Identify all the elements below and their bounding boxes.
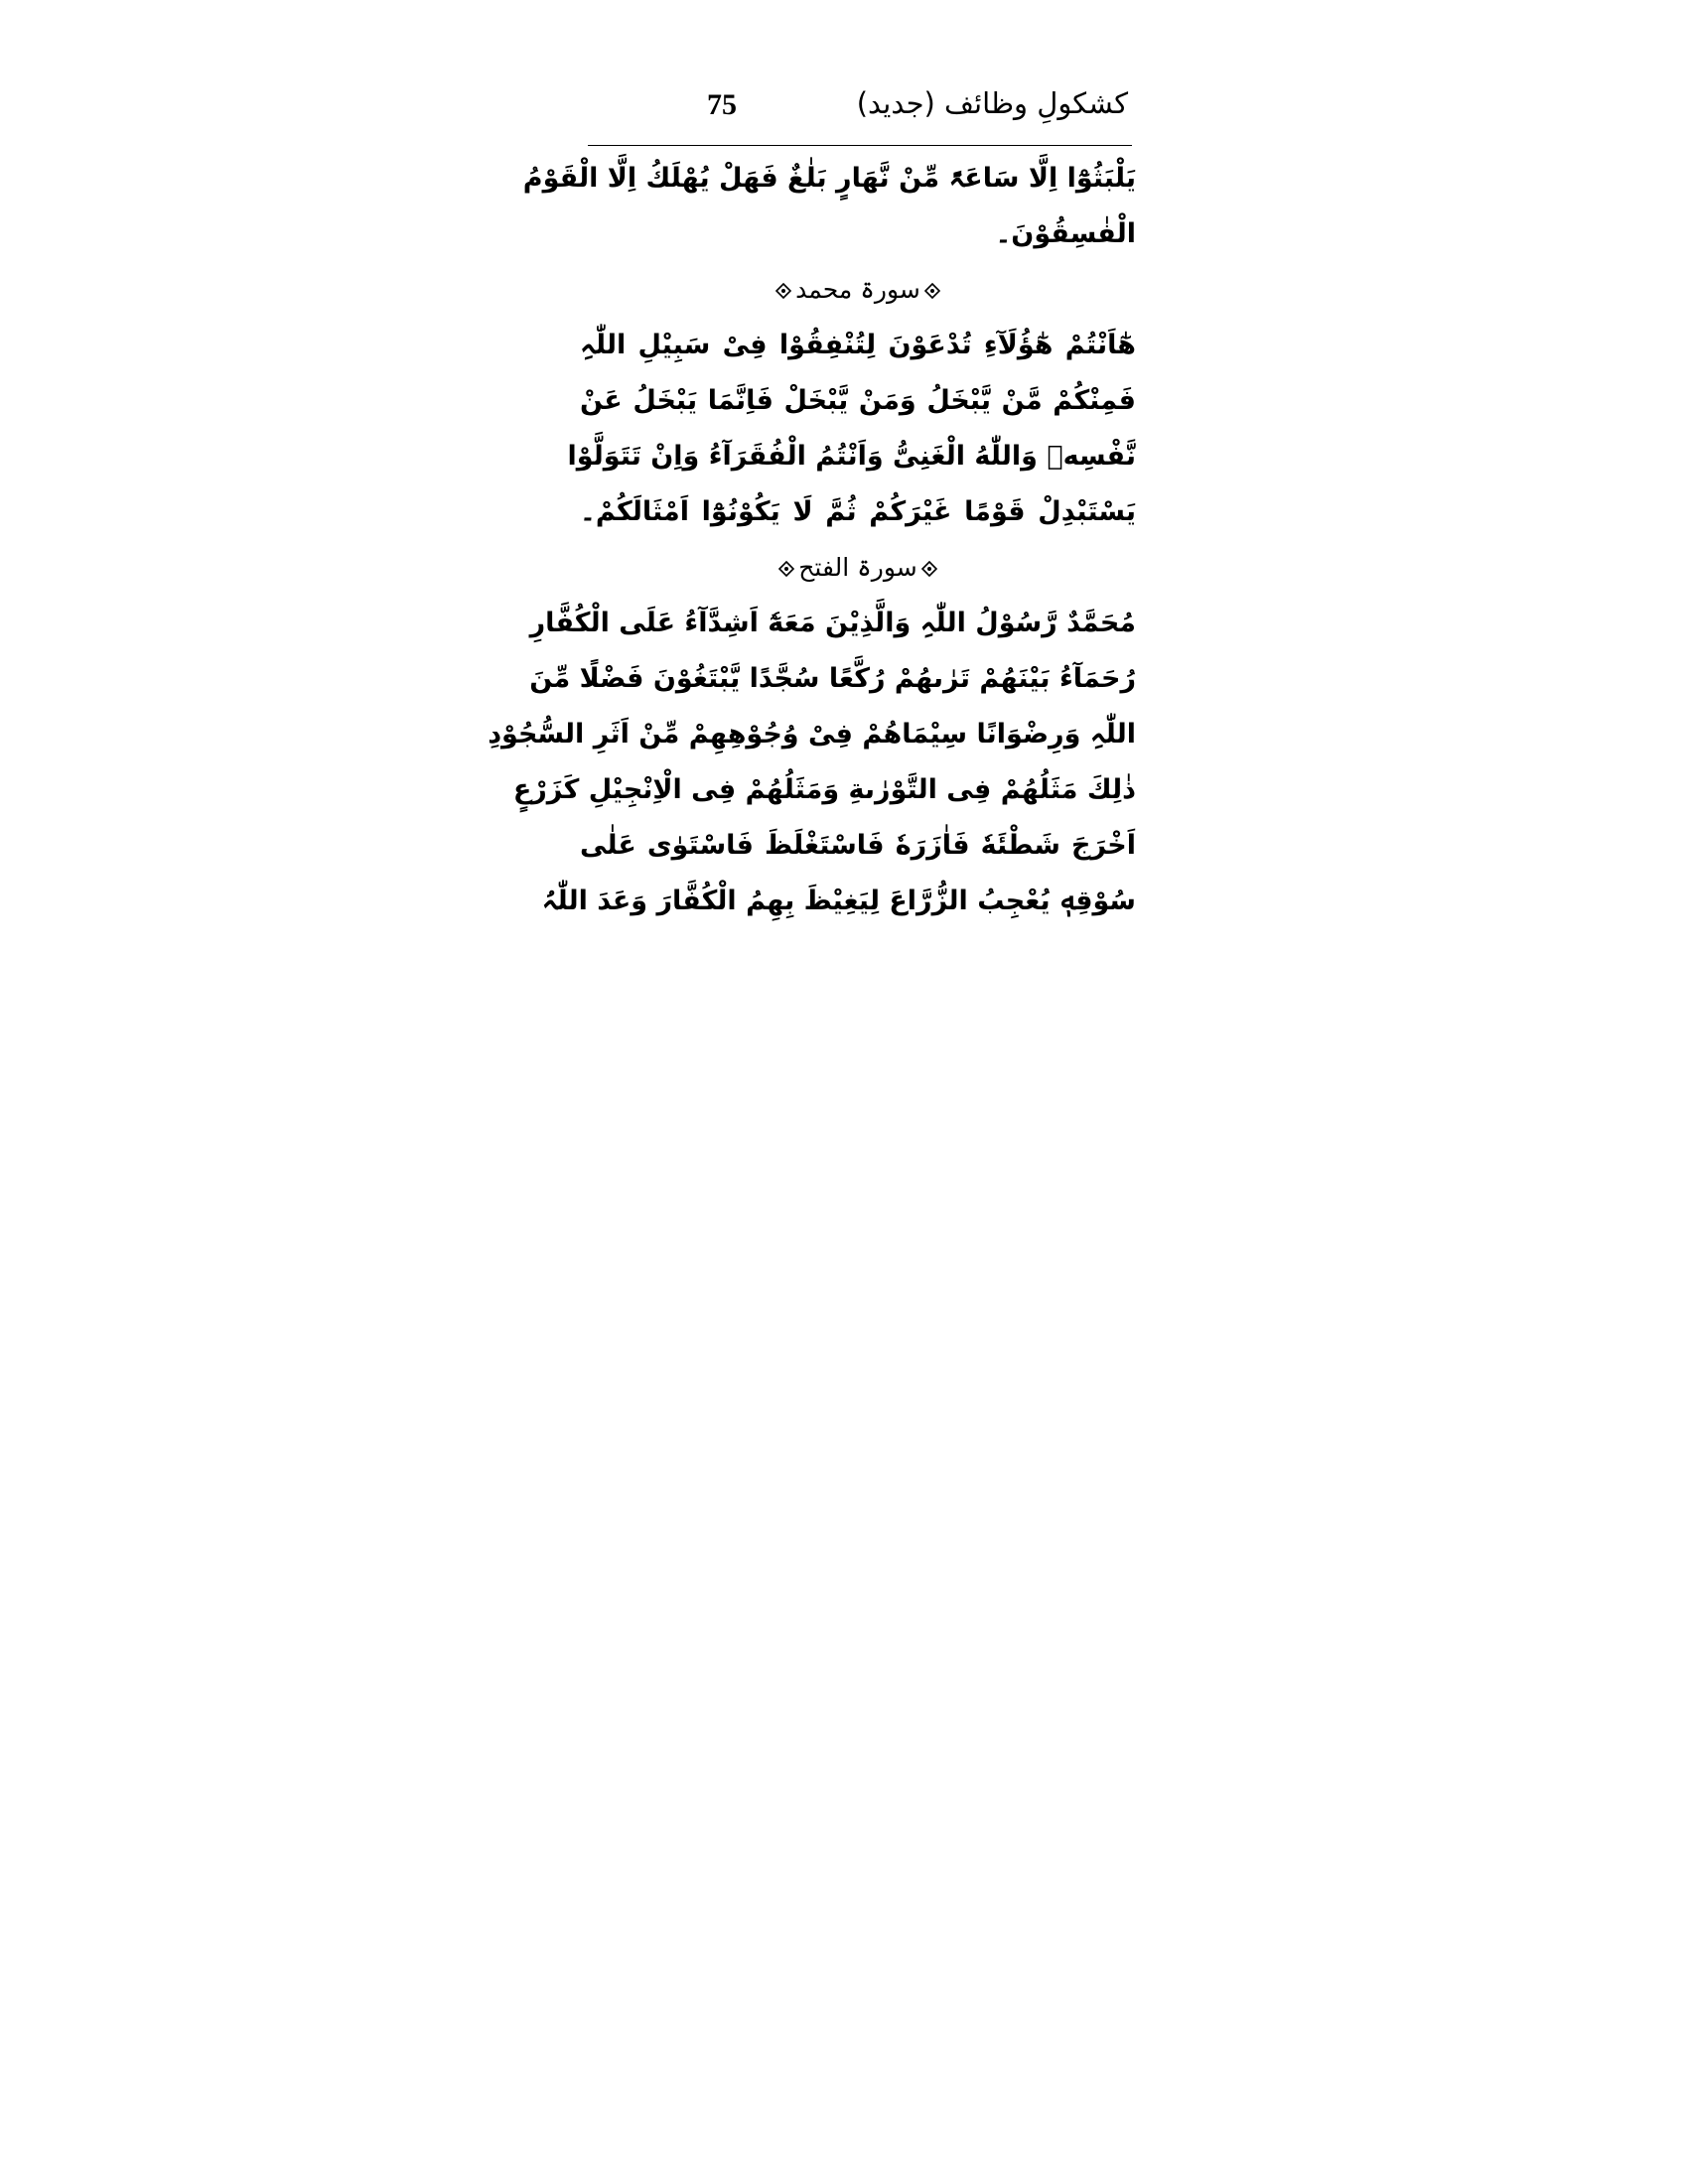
verse-line: یَسْتَبْدِلْ قَوْمًا غَیْرَكُمْ ثُمَّ لَا یَكُوْنُوْٓا اَمْثَالَكُمْ۔ — [580, 496, 1136, 527]
page-number: 75 — [707, 88, 737, 121]
surah-heading-muhammad — [580, 262, 1136, 318]
page-body — [488, 151, 1136, 929]
verse-line: اللّٰہِ وَرِضْوَانًا سِیْمَاھُمْ فِیْ وُجُوْھِھِمْ مِّنْ اَثَرِ السُّجُوْدِ — [488, 719, 1136, 750]
verse-line: مُحَمَّدٌ رَّسُوْلُ اللّٰہِ وَالَّذِیْنَ مَعَهٗٓ اَشِدَّآءُ عَلَی الْكُفَّارِ — [529, 608, 1136, 638]
surah-heading-al-fath — [580, 540, 1136, 596]
verse-line: فَمِنْكُمْ مَّنْ یَّبْخَلُ وَمَنْ یَّبْخَلْ فَاِنَّمَا یَبْخَلُ عَنْ — [580, 385, 1136, 416]
verse-line: یَلْبَثُوْٓا اِلَّا سَاعَۃً مِّنْ نَّھَارٍ بَلٰغٌ فَھَلْ یُھْلَكُ اِلَّا الْقَوْمُ — [522, 163, 1136, 194]
verse-line: سُوْقِهٖ یُعْجِبُ الزُّرَّاعَ لِیَغِیْظَ بِھِمُ الْكُفَّارَ وَعَدَ اللّٰہُ — [541, 886, 1136, 916]
surah-heading-label: سورۃ الفتح — [798, 553, 917, 582]
heading-ornament-icon — [921, 561, 937, 577]
book-title: کشکولِ وظائف (جدید) — [856, 86, 1128, 120]
verse-line: ھٰٓاَنْتُمْ ھٰٓؤُلَآءِ تُدْعَوْنَ لِتُنْفِقُوْا فِیْ سَبِیْلِ اللّٰہِ — [580, 330, 1136, 360]
surah-heading-label: سورۃ محمد — [795, 275, 920, 304]
heading-ornament-icon — [778, 561, 794, 577]
header-divider — [588, 145, 1132, 146]
verse-line: الْفٰسِقُوْنَ۔ — [995, 218, 1136, 249]
verse-line: ذٰلِكَ مَثَلُھُمْ فِی التَّوْرٰىةِ وَمَثَلُھُمْ فِی الْاِنْجِیْلِ كَزَرْعٍ — [512, 774, 1136, 805]
verse-line: رُحَمَآءُ بَیْنَھُمْ تَرٰىھُمْ رُكَّعًا سُجَّدًا یَّبْتَغُوْنَ فَضْلًا مِّنَ — [529, 663, 1136, 694]
page-header — [588, 81, 1132, 133]
heading-ornament-icon — [775, 283, 791, 299]
heading-ornament-icon — [924, 283, 940, 299]
verse-line: اَخْرَجَ شَطْئَهٗ فَاٰزَرَهٗ فَاسْتَغْلَظَ فَاسْتَوٰى عَلٰى — [580, 830, 1136, 861]
verse-line: نَّفْسِهٖ وَاللّٰهُ الْغَنِیُّ وَاَنْتُمُ الْفُقَرَآءُ وَاِنْ تَتَوَلَّوْا — [567, 441, 1136, 472]
